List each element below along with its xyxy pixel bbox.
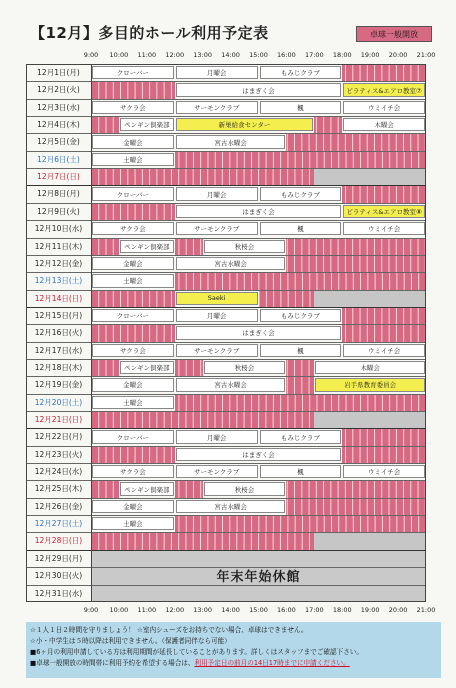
time-tick: 9:00 (83, 606, 99, 614)
row-divider (26, 99, 426, 100)
booking-slot: 土曜会 (92, 396, 174, 409)
date-label: 12月20日(土) (34, 397, 83, 407)
date-label: 12月4日(木) (37, 120, 80, 130)
date-label: 12月16日(火) (34, 328, 83, 338)
time-tick: 10:00 (109, 606, 129, 614)
open-play-slot (175, 272, 426, 289)
row-divider (26, 585, 426, 586)
time-tick: 12:00 (165, 606, 185, 614)
date-label: 12月10日(水) (34, 224, 83, 234)
closed-slot (314, 290, 426, 307)
open-play-slot (91, 324, 175, 341)
open-play-slot (91, 359, 119, 376)
date-label: 12月25日(木) (34, 484, 83, 494)
open-play-slot (342, 446, 426, 463)
row-divider (26, 411, 426, 412)
time-tick: 15:00 (249, 606, 268, 614)
row-divider (26, 238, 426, 239)
open-play-slot (91, 290, 175, 307)
open-play-slot (175, 480, 203, 497)
booking-slot: クローバー (92, 309, 174, 322)
booking-slot: ピラティス&エアロ教室⑦ (343, 83, 425, 96)
time-tick: 13:00 (193, 606, 213, 614)
time-tick: 21:00 (416, 606, 436, 614)
row-divider (26, 168, 426, 169)
date-label: 12月24日(水) (34, 467, 83, 477)
row-divider (26, 550, 426, 551)
date-label: 12月1日(月) (37, 68, 80, 77)
open-play-slot (91, 81, 175, 98)
booking-slot: クローバー (92, 66, 174, 79)
open-play-slot (175, 515, 426, 532)
open-play-slot (286, 238, 426, 255)
date-label: 12月15日(月) (34, 310, 83, 320)
open-play-slot (175, 394, 426, 411)
row-divider (26, 307, 426, 308)
date-label: 12月17日(水) (34, 345, 83, 355)
booking-slot: 月曜会 (176, 430, 258, 443)
date-label: 12月30日(火) (34, 571, 83, 581)
date-label: 12月3日(水) (37, 102, 80, 112)
row-divider (26, 81, 426, 82)
note-1b: ☆室内シューズをお持ちでない場合、卓球はできません。 (136, 626, 308, 634)
booking-slot: ウミイチ会 (343, 101, 425, 114)
booking-slot: 土曜会 (92, 517, 174, 530)
note-line-4 (30, 658, 437, 669)
booking-slot: 秋桜会 (204, 361, 286, 374)
time-tick: 18:00 (332, 51, 352, 59)
legend-open-play: 卓球一般開放 (356, 26, 432, 42)
booking-slot: 新巣給食センター (176, 118, 314, 131)
booking-slot: 楓 (260, 344, 342, 357)
booking-slot: ウミイチ会 (343, 222, 425, 235)
date-label: 12月12日(金) (34, 258, 83, 268)
booking-slot: 金曜会 (92, 378, 174, 391)
booking-slot: クローバー (92, 430, 174, 443)
booking-slot: サクラ会 (92, 101, 174, 114)
holiday-closure-block: 年末年始休館 (91, 550, 426, 602)
time-tick: 13:00 (193, 51, 213, 59)
booking-slot: 金曜会 (92, 135, 174, 148)
row-divider (26, 151, 426, 152)
booking-slot: ピラティス&エアロ教室⑧ (343, 205, 425, 218)
row-divider (26, 133, 426, 134)
row-divider (26, 359, 426, 360)
time-tick: 17:00 (304, 51, 324, 59)
time-tick: 19:00 (360, 606, 380, 614)
time-tick: 14:00 (221, 606, 240, 614)
row-divider (26, 428, 426, 429)
booking-slot: 宮古水曜会 (176, 500, 286, 513)
closed-slot (314, 532, 426, 549)
row-divider (26, 498, 426, 499)
row-divider (26, 220, 426, 221)
booking-slot: 宮古水曜会 (176, 378, 286, 391)
booking-slot: 金曜会 (92, 257, 174, 270)
date-label: 12月18日(木) (34, 362, 83, 372)
row-divider (26, 515, 426, 516)
open-play-slot (314, 116, 342, 133)
notes-box (26, 622, 441, 678)
open-play-slot (91, 238, 119, 255)
date-label: 12月29日(月) (34, 553, 83, 563)
time-tick: 9:00 (83, 51, 99, 59)
row-divider (26, 394, 426, 395)
row-divider (26, 446, 426, 447)
open-play-slot (342, 64, 426, 81)
row-divider (26, 567, 426, 568)
open-play-slot (91, 532, 314, 549)
date-label: 12月13日(土) (34, 276, 83, 286)
open-play-slot (342, 185, 426, 202)
booking-slot: もみじクラブ (260, 66, 342, 79)
booking-slot: 宮古水曜会 (176, 257, 286, 270)
date-label: 12月19日(金) (34, 380, 83, 390)
note-line-3: ■6ヶ月の利用申請している方は利用期間が延長していることがあります。詳しくはスタッフまでご確認下さい。 (30, 648, 363, 656)
date-label: 12月21日(日) (34, 415, 83, 424)
date-label: 12月8日(月) (37, 189, 80, 199)
open-play-slot (286, 255, 426, 272)
booking-slot: もみじクラブ (260, 309, 342, 322)
time-tick: 16:00 (277, 51, 296, 59)
time-tick: 21:00 (416, 51, 436, 59)
open-play-slot (286, 133, 426, 150)
open-play-slot (342, 307, 426, 324)
booking-slot: 岩手県教育委員会 (315, 378, 425, 391)
booking-slot: ウミイチ会 (343, 344, 425, 357)
booking-slot: はまぎく会 (176, 83, 342, 96)
date-label: 12月11日(木) (34, 241, 83, 251)
row-divider (26, 272, 426, 273)
booking-slot: Saeki (176, 292, 258, 305)
date-label: 12月23日(火) (34, 449, 83, 459)
time-tick: 19:00 (360, 51, 380, 59)
booking-slot: 木曜会 (343, 118, 425, 131)
booking-slot: はまぎく会 (176, 326, 342, 339)
booking-slot: もみじクラブ (260, 430, 342, 443)
note-4b-deadline: 利用予定日の前月の14日17時までに申請ください。 (194, 659, 350, 667)
booking-slot: ペンギン倶楽部 (120, 240, 174, 253)
row-divider (26, 342, 426, 343)
open-play-slot (342, 324, 426, 341)
time-tick: 20:00 (388, 51, 408, 59)
booking-slot: 土曜会 (92, 153, 174, 166)
date-label: 12月26日(金) (34, 501, 83, 511)
row-divider (26, 185, 426, 186)
date-label: 12月5日(金) (37, 137, 80, 147)
time-tick: 10:00 (109, 51, 129, 59)
booking-slot: 楓 (260, 222, 342, 235)
row-divider (26, 376, 426, 377)
open-play-slot (342, 428, 426, 445)
row-divider (26, 463, 426, 464)
row-divider (26, 324, 426, 325)
closed-slot (314, 411, 426, 428)
booking-slot: 月曜会 (176, 309, 258, 322)
booking-slot: ペンギン倶楽部 (120, 361, 174, 374)
date-label: 12月28日(日) (34, 536, 83, 546)
open-play-slot (286, 376, 314, 393)
booking-slot: 月曜会 (176, 187, 258, 200)
date-label: 12月9日(火) (37, 206, 80, 216)
open-play-slot (91, 411, 314, 428)
open-play-slot (91, 203, 175, 220)
booking-slot: ペンギン倶楽部 (120, 482, 174, 495)
booking-slot: 秋桜会 (204, 482, 286, 495)
open-play-slot (91, 446, 175, 463)
booking-slot: 土曜会 (92, 274, 174, 287)
booking-slot: 金曜会 (92, 500, 174, 513)
time-tick: 20:00 (388, 606, 408, 614)
date-label: 12月2日(火) (37, 85, 80, 95)
booking-slot: クローバー (92, 187, 174, 200)
open-play-slot (259, 290, 315, 307)
time-tick: 12:00 (165, 51, 185, 59)
booking-slot: サクラ会 (92, 344, 174, 357)
open-play-slot (175, 238, 203, 255)
booking-slot: 月曜会 (176, 66, 258, 79)
row-divider (26, 532, 426, 533)
closed-slot (314, 168, 426, 185)
date-label: 12月14日(日) (34, 293, 83, 303)
date-column-divider (91, 64, 92, 602)
open-play-slot (91, 480, 119, 497)
booking-slot: サーモンクラブ (176, 465, 258, 478)
booking-slot: サクラ会 (92, 465, 174, 478)
row-divider (26, 290, 426, 291)
time-tick: 15:00 (249, 51, 268, 59)
booking-slot: はまぎく会 (176, 448, 342, 461)
booking-slot: ウミイチ会 (343, 465, 425, 478)
time-tick: 16:00 (277, 606, 296, 614)
booking-slot: サーモンクラブ (176, 101, 258, 114)
time-tick: 18:00 (332, 606, 352, 614)
note-line-2: ☆小・中学生は５時以降は利用できません。（保護者同伴なら可能） (30, 637, 231, 645)
booking-slot: もみじクラブ (260, 187, 342, 200)
row-divider (26, 480, 426, 481)
booking-slot: 秋桜会 (204, 240, 286, 253)
booking-slot: 楓 (260, 101, 342, 114)
booking-slot: サーモンクラブ (176, 222, 258, 235)
page-title: 【12月】多目的ホール利用予定表 (30, 24, 269, 42)
booking-slot: 木曜会 (315, 361, 425, 374)
open-play-slot (286, 480, 426, 497)
open-play-slot (286, 498, 426, 515)
time-tick: 11:00 (137, 51, 157, 59)
note-line-1 (30, 625, 437, 636)
open-play-slot (91, 116, 119, 133)
booking-slot: はまぎく会 (176, 205, 342, 218)
row-divider (26, 116, 426, 117)
open-play-slot (175, 359, 203, 376)
open-play-slot (286, 359, 314, 376)
booking-slot: サクラ会 (92, 222, 174, 235)
time-tick: 11:00 (137, 606, 157, 614)
date-label: 12月27日(土) (34, 519, 83, 529)
date-label: 12月22日(月) (34, 432, 83, 442)
row-divider (26, 203, 426, 204)
open-play-slot (175, 151, 426, 168)
note-1a: ☆１人１日２時間を守りましょう！ (30, 626, 135, 634)
note-4a: ■卓球一般開放の時間帯に利用予約を希望する場合は、 (30, 659, 195, 667)
time-tick: 17:00 (304, 606, 324, 614)
booking-slot: 宮古水曜会 (176, 135, 286, 148)
date-label: 12月6日(土) (37, 154, 80, 164)
booking-slot: ペンギン倶楽部 (120, 118, 174, 131)
date-label: 12月7日(日) (37, 172, 80, 182)
time-tick: 14:00 (221, 51, 240, 59)
open-play-slot (91, 168, 314, 185)
booking-slot: サーモンクラブ (176, 344, 258, 357)
row-divider (26, 255, 426, 256)
date-label: 12月31日(水) (34, 588, 83, 598)
booking-slot: 楓 (260, 465, 342, 478)
